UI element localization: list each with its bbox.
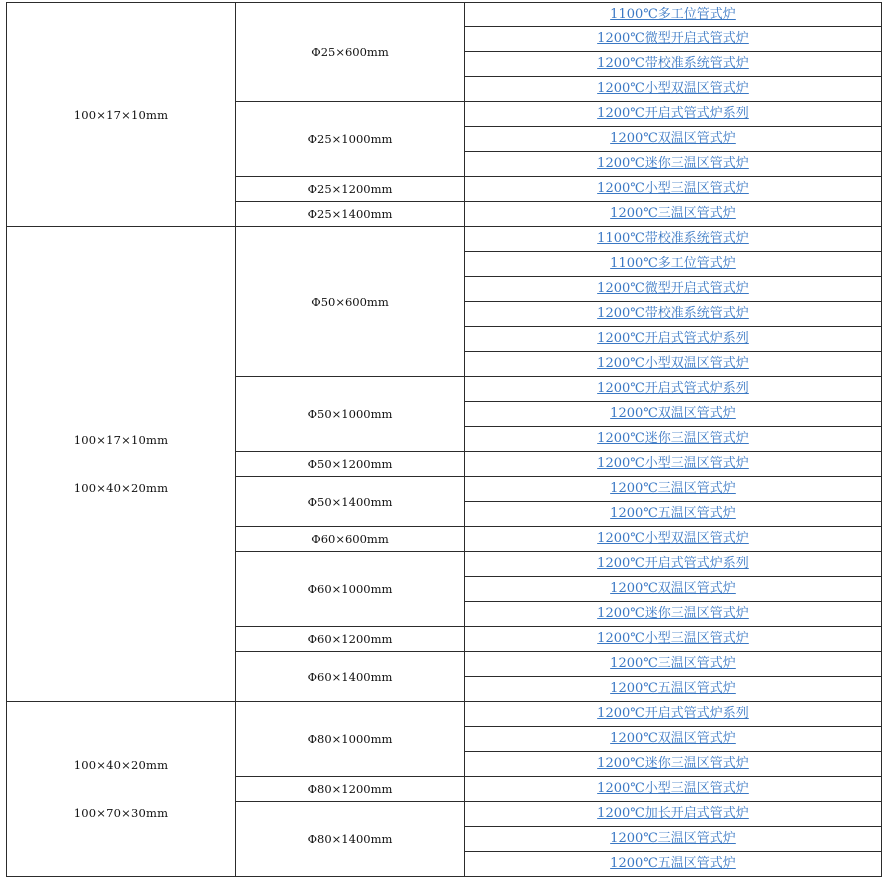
boat-spec-cell: [6, 2, 236, 227]
tube-size-label: Φ25×600mm: [311, 45, 389, 59]
product-link[interactable]: 1200℃双温区管式炉: [610, 731, 736, 746]
tube-size-label: Φ25×1000mm: [307, 132, 393, 146]
product-link[interactable]: 1100℃多工位管式炉: [610, 6, 736, 22]
product-cell: [465, 677, 882, 702]
product-link[interactable]: 1200℃小型三温区管式炉: [597, 456, 749, 471]
tube-size-label: Φ80×1000mm: [307, 732, 393, 746]
boat-spec-label: 100×17×10mm: [73, 433, 169, 447]
product-link[interactable]: 1200℃迷你三温区管式炉: [597, 431, 749, 446]
tube-size-cell: [236, 477, 465, 527]
product-cell: [465, 252, 882, 277]
boat-spec-label: 100×17×10mm: [73, 107, 169, 122]
product-link[interactable]: 1200℃三温区管式炉: [610, 656, 736, 671]
product-cell: [465, 27, 882, 52]
tube-size-label: Φ25×1200mm: [307, 182, 393, 196]
product-link[interactable]: 1200℃迷你三温区管式炉: [597, 756, 749, 771]
tube-size-label: Φ25×1400mm: [307, 207, 393, 221]
product-link[interactable]: 1200℃三温区管式炉: [610, 481, 736, 496]
product-link[interactable]: 1200℃迷你三温区管式炉: [597, 156, 749, 171]
product-link[interactable]: 1200℃小型三温区管式炉: [597, 181, 749, 196]
tube-size-cell: [236, 177, 465, 202]
tube-size-cell: [236, 802, 465, 877]
product-link[interactable]: 1200℃带校准系统管式炉: [597, 56, 749, 71]
product-link[interactable]: 1200℃小型双温区管式炉: [597, 356, 749, 371]
product-cell: [465, 627, 882, 652]
product-cell: [465, 602, 882, 627]
product-cell: [465, 502, 882, 527]
tube-size-label: Φ50×1400mm: [307, 494, 393, 509]
product-cell: [465, 352, 882, 377]
tube-size-label: Φ50×600mm: [311, 294, 389, 309]
product-cell: [465, 2, 882, 27]
product-link[interactable]: 1200℃双温区管式炉: [610, 406, 736, 421]
tube-size-cell: [236, 777, 465, 802]
product-link[interactable]: 1100℃多工位管式炉: [610, 256, 736, 271]
product-link[interactable]: 1200℃开启式管式炉系列: [597, 706, 749, 721]
product-cell: [465, 102, 882, 127]
product-link[interactable]: 1200℃五温区管式炉: [610, 506, 736, 521]
product-link[interactable]: 1200℃微型开启式管式炉: [597, 281, 749, 296]
tube-size-cell: [236, 652, 465, 702]
product-cell: [465, 202, 882, 227]
product-cell: [465, 552, 882, 577]
product-cell: [465, 477, 882, 502]
product-cell: [465, 527, 882, 552]
tube-size-cell: [236, 102, 465, 177]
tube-size-cell: [236, 2, 465, 102]
tube-size-label: Φ80×1200mm: [307, 782, 393, 796]
product-cell: [465, 427, 882, 452]
product-cell: [465, 577, 882, 602]
product-cell: [465, 727, 882, 752]
boat-spec-label: 100×40×20mm: [73, 758, 169, 772]
product-cell: [465, 127, 882, 152]
product-link[interactable]: 1200℃微型开启式管式炉: [597, 31, 749, 46]
product-cell: [465, 52, 882, 77]
product-cell: [465, 802, 882, 827]
product-cell: [465, 77, 882, 102]
product-cell: [465, 277, 882, 302]
product-link[interactable]: 1200℃带校准系统管式炉: [597, 306, 749, 321]
product-link[interactable]: 1200℃双温区管式炉: [610, 131, 736, 146]
product-link[interactable]: 1200℃三温区管式炉: [610, 831, 736, 846]
product-link[interactable]: 1200℃开启式管式炉系列: [597, 556, 749, 571]
tube-size-label: Φ60×1200mm: [307, 632, 393, 646]
furnace-spec-table: [6, 2, 882, 878]
product-cell: [465, 452, 882, 477]
product-cell: [465, 852, 882, 877]
product-cell: [465, 652, 882, 677]
tube-size-label: Φ50×1000mm: [307, 407, 393, 421]
product-link[interactable]: 1200℃双温区管式炉: [610, 581, 736, 596]
tube-size-label: Φ60×1000mm: [307, 582, 393, 596]
tube-size-label: Φ80×1400mm: [307, 832, 393, 846]
product-cell: [465, 152, 882, 177]
tube-size-cell: [236, 627, 465, 652]
product-link[interactable]: 1200℃三温区管式炉: [610, 206, 736, 221]
tube-size-cell: [236, 452, 465, 477]
product-link[interactable]: 1200℃小型三温区管式炉: [597, 781, 749, 796]
product-cell: [465, 827, 882, 852]
product-link[interactable]: 1200℃加长开启式管式炉: [597, 806, 749, 821]
product-cell: [465, 752, 882, 777]
tube-size-cell: [236, 552, 465, 627]
tube-size-cell: [236, 527, 465, 552]
product-link[interactable]: 1200℃迷你三温区管式炉: [597, 606, 749, 621]
boat-spec-label: 100×70×30mm: [73, 806, 169, 820]
tube-size-cell: [236, 227, 465, 377]
product-cell: [465, 227, 882, 252]
boat-spec-cell: [6, 702, 236, 877]
tube-size-cell: [236, 202, 465, 227]
product-cell: [465, 702, 882, 727]
tube-size-cell: [236, 702, 465, 777]
product-link[interactable]: 1200℃开启式管式炉系列: [597, 331, 749, 346]
tube-size-label: Φ60×600mm: [311, 532, 389, 546]
product-link[interactable]: 1200℃五温区管式炉: [610, 856, 736, 871]
product-cell: [465, 377, 882, 402]
product-cell: [465, 777, 882, 802]
product-cell: [465, 177, 882, 202]
tube-size-label: Φ60×1400mm: [307, 669, 393, 684]
product-link[interactable]: 1200℃小型双温区管式炉: [597, 531, 749, 546]
product-link[interactable]: 1200℃开启式管式炉系列: [597, 106, 749, 121]
boat-spec-cell: [6, 227, 236, 702]
product-cell: [465, 327, 882, 352]
product-cell: [465, 402, 882, 427]
boat-spec-label: 100×40×20mm: [73, 481, 169, 495]
product-link[interactable]: 1200℃小型双温区管式炉: [597, 81, 749, 96]
product-link[interactable]: 1100℃带校准系统管式炉: [597, 231, 749, 246]
product-cell: [465, 302, 882, 327]
tube-size-cell: [236, 377, 465, 452]
tube-size-label: Φ50×1200mm: [307, 457, 393, 471]
product-link[interactable]: 1200℃小型三温区管式炉: [597, 631, 749, 646]
product-link[interactable]: 1200℃五温区管式炉: [610, 681, 736, 696]
product-link[interactable]: 1200℃开启式管式炉系列: [597, 381, 749, 396]
